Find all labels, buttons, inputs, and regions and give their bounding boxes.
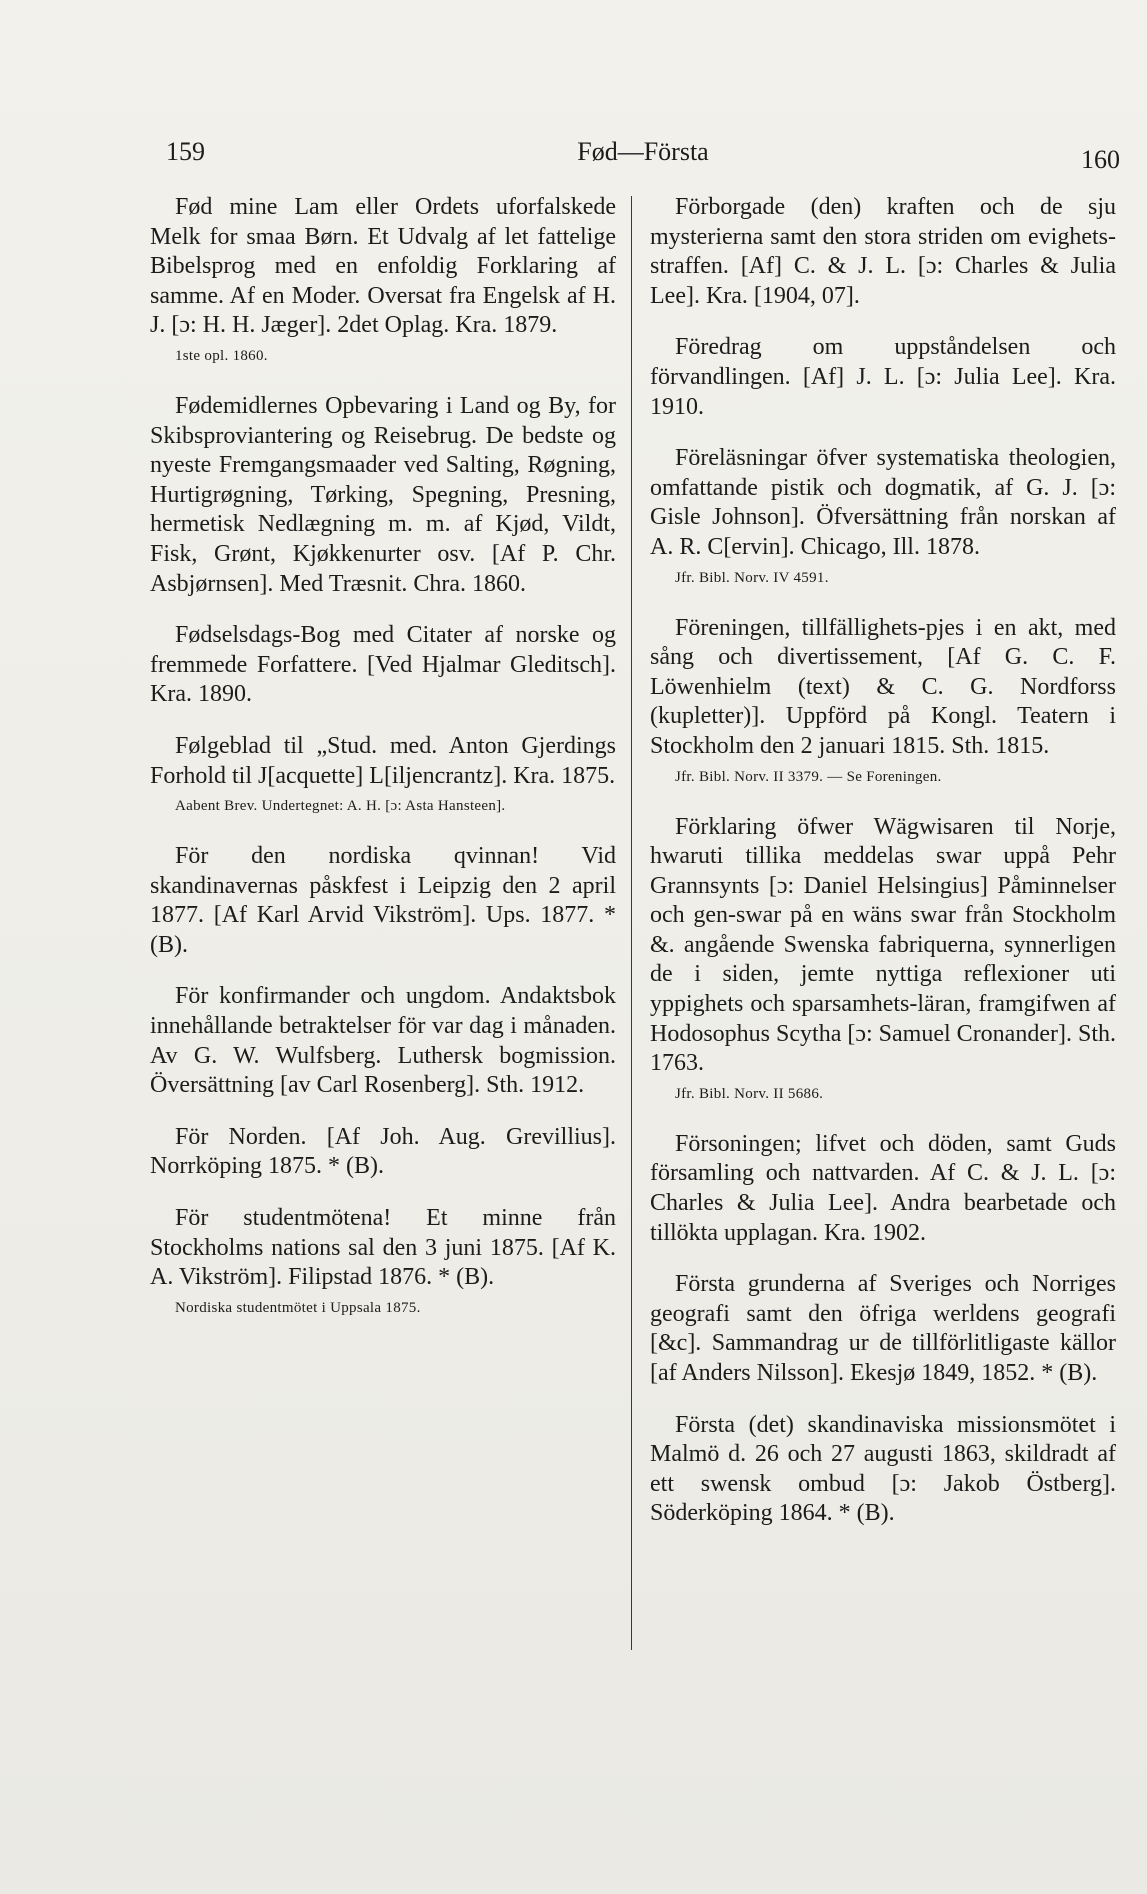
bibliography-entry: Föreningen, tillfällighets-pjes i en akt, med sång och divertissement, [Af G. C. F. Löwenhielm (text) & C. G. Nordforss (kupletter)]. Uppförd på Kongl. Teatern i Stockholm den 2 januari 1815. Sth. 1815. [650,614,1116,759]
column-divider [631,196,632,1650]
page-number-left: 159 [166,137,205,166]
entry-note: 1ste opl. 1860. [175,347,268,364]
page-number-right: 160 [1081,145,1120,174]
bibliography-entry: Fødselsdags-Bog med Citater af norske og fremmede Forfattere. [Ved Hjalmar Gleditsch]. Kra. 1890. [150,622,616,708]
entry-note: Jfr. Bibl. Norv. II 3379. — Se Foreningen. [675,768,942,785]
bibliography-entry: För konfirmander och ungdom. Andaktsbok innehållande betraktelser för var dag i månaden. Av G. W. Wulfsberg. Luthersk bogmission. Översättning [av Carl Rosenberg]. Sth. 1912. [150,983,616,1099]
entry-note: Jfr. Bibl. Norv. II 5686. [675,1085,824,1102]
bibliography-entry: Förklaring öfwer Wägwisaren til Norje, hwaruti tillika meddelas swar uppå Pehr Grannsynts [ɔ: Daniel Helsingius] Påminnelser och gen-swar på en wäns swar från Stockholm &. angående Swenska fabriquerna, synnerligen de i siden, jemte nyttiga reflexioner uti yppighets och sparsamhets-läran, framgifwen af Hodosophus Scytha [ɔ: Samuel Cronander]. Sth. 1763. [650,813,1116,1077]
entry-note: Jfr. Bibl. Norv. IV 4591. [675,569,829,586]
bibliography-entry: Fødemidlernes Opbevaring i Land og By, for Skibsproviantering og Reisebrug. De bedste og nyeste Fremgangsmaader ved Salting, Røgning, Hurtigrøgning, Tørking, Spegning, Presning, hermetisk Nedlægning m. m. af Kjød, Vildt, Fisk, Grønt, Kjøkkenurter osv. [Af P. Chr. Asbjørnsen]. Med Træsnit. Chra. 1860. [150,392,616,597]
bibliography-entry: Försoningen; lifvet och döden, samt Guds församling och nattvarden. Af C. & J. L. [ɔ: Charles & Julia Lee]. Andra bearbetade och tillökta upplagan. Kra. 1902. [650,1130,1116,1246]
bibliography-entry: Föredrag om uppståndelsen och förvandlingen. [Af] J. L. [ɔ: Julia Lee]. Kra. 1910. [650,334,1116,420]
bibliography-entry: Första grunderna af Sveriges och Norriges geografi samt den öfriga werldens geografi [&c]. Sammandrag ur de tillförlitligaste källor [af Anders Nilsson]. Ekesjø 1849, 1852. * (B). [650,1271,1116,1386]
left-column [150,193,616,1344]
bibliography-entry: Fød mine Lam eller Ordets uforfalskede Melk for smaa Børn. Et Udvalg af let fattelige Bibelsprog med en enfoldig Forklaring af samme. Af en Moder. Oversat fra Engelsk af H. J. [ɔ: H. H. Jæger]. 2det Oplag. Kra. 1879. [150,194,616,339]
bibliography-entry: Föreläsningar öfver systematiska theologien, omfattande pistik och dogmatik, af G. J. [ɔ: Gisle Johnson]. Öfversättning från norskan af A. R. C[ervin]. Chicago, Ill. 1878. [650,445,1116,560]
running-title: Fød—Första [577,137,709,166]
bibliography-entry: För studentmötena! Et minne från Stockholms nations sal den 3 juni 1875. [Af K. A. Vikström]. Filipstad 1876. * (B). [150,1205,616,1291]
bibliography-entry: Förborgade (den) kraften och de sju mysterierna samt den stora striden om evighets-straffen. [Af] C. & J. L. [ɔ: Charles & Julia Lee]. Kra. [1904, 07]. [650,194,1116,309]
entry-note: Aabent Brev. Undertegnet: A. H. [ɔ: Asta Hansteen]. [175,798,506,815]
page-header [166,132,1120,172]
bibliography-entry: För Norden. [Af Joh. Aug. Grevillius]. Norrköping 1875. * (B). [150,1123,616,1180]
entry-note: Nordiska studentmötet i Uppsala 1875. [175,1299,421,1316]
right-column [650,193,1116,1551]
bibliography-entry: Första (det) skandinaviska missionsmötet i Malmö d. 26 och 27 augusti 1863, skildradt af ett swensk ombud [ɔ: Jakob Östberg]. Söderköping 1864. * (B). [650,1411,1116,1527]
bibliography-entry: Følgeblad til „Stud. med. Anton Gjerdings Forhold til J[acquette] L[iljencrantz]. Kra. 1875. [150,732,616,789]
bibliography-entry: För den nordiska qvinnan! Vid skandinavernas påskfest i Leipzig den 2 april 1877. [Af Karl Arvid Vikström]. Ups. 1877. * (B). [150,843,616,958]
